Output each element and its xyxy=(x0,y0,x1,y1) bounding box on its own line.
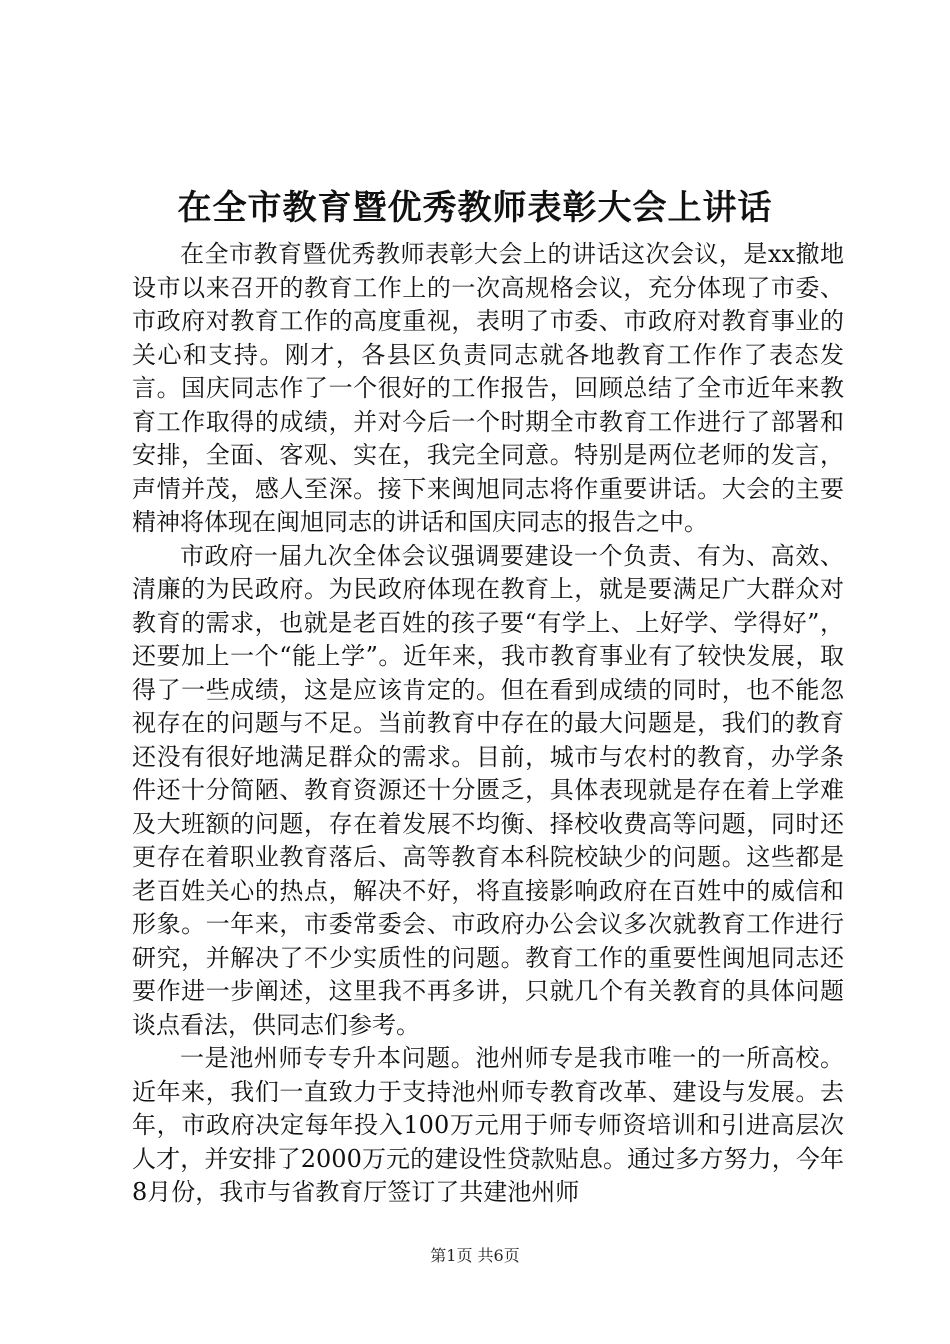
paragraph-1: 在全市教育暨优秀教师表彰大会上的讲话这次会议，是xx撤地设市以来召开的教育工作上的一次高规格会议，充分体现了市委、市政府对教育工作的高度重视，表明了市委、市政府对教育事业的关心和支持。刚才，各县区负责同志就各地教育工作作了表态发言。国庆同志作了一个很好的工作报告，回顾总结了全市近年来教育工作取得的成绩，并对今后一个时期全市教育工作进行了部署和安排，全面、客观、实在，我完全同意。特别是两位老师的发言，声情并茂，感人至深。接下来闽旭同志将作重要讲话。大会的主要精神将体现在闽旭同志的讲话和国庆同志的报告之中。 xyxy=(132,240,844,536)
paragraph-3: 一是池州师专专升本问题。池州师专是我市唯一的一所高校。近年来，我们一直致力于支持池州师专教育改革、建设与发展。去年，市政府决定每年投入100万元用于师专师资培训和引进高层次人才，并安排了2000万元的建设性贷款贴息。通过多方努力，今年8月份，我市与省教育厅签订了共建池州师 xyxy=(132,1044,844,1206)
document-title: 在全市教育暨优秀教师表彰大会上讲话 xyxy=(177,188,773,228)
paragraph-2: 市政府一届九次全体会议强调要建设一个负责、有为、高效、清廉的为民政府。为民政府体现在教育上，就是要满足广大群众对教育的需求，也就是老百姓的孩子要“有学上、上好学、学得好”，还要加上一个“能上学”。近年来，我市教育事业有了较快发展，取得了一些成绩，这是应该肯定的。但在看到成绩的同时，也不能忽视存在的问题与不足。当前教育中存在的最大问题是，我们的教育还没有很好地满足群众的需求。目前，城市与农村的教育，办学条件还十分简陋、教育资源还十分匮乏，具体表现就是存在着上学难及大班额的问题，存在着发展不均衡、择校收费高等问题，同时还更存在着职业教育落后、高等教育本科院校缺少的问题。这些都是老百姓关心的热点，解决不好，将直接影响政府在百姓中的威信和形象。一年来，市委常委会、市政府办公会议多次就教育工作进行研究，并解决了不少实质性的问题。教育工作的重要性闽旭同志还要作进一步阐述，这里我不再多讲，只就几个有关教育的具体问题谈点看法，供同志们参考。 xyxy=(132,541,844,1039)
page-number-footer: 第1页 共6页 xyxy=(430,1246,520,1265)
document-body xyxy=(132,238,844,1210)
